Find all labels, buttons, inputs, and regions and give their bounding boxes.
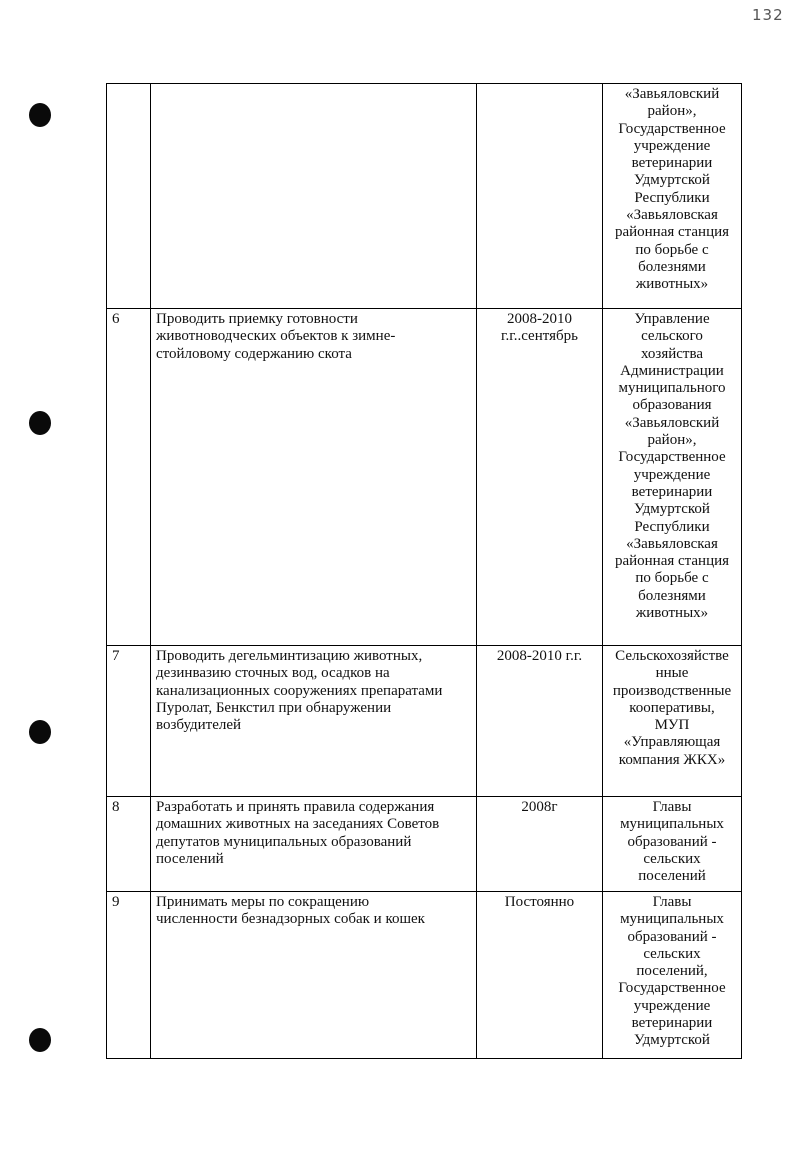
responsible-line: Государственное [618,980,726,997]
responsible-line: ветеринарии [631,1015,713,1032]
term-line: 2008-2010 [507,311,572,327]
action-line: Пуролат, Бенкстил при обнаружении [156,699,392,716]
responsible-line: кооперативы, [629,699,715,716]
punch-hole [29,1028,51,1052]
responsible-line: нные [655,665,689,682]
term-line: г.г..сентябрь [501,328,578,345]
responsible-line: образований - [627,833,717,850]
responsible-cell [603,309,742,646]
responsible-line: сельских [643,945,701,962]
responsible-cell [603,892,742,1059]
responsible-line: муниципальных [620,816,724,833]
action-line: стойловому содержанию скота [156,345,352,362]
responsible-line: Удмуртской [634,501,710,518]
term-line: 2008г [521,799,558,815]
action-line: канализационных сооружениях препаратами [156,682,443,699]
responsible-line: «Завьяловский [624,86,720,102]
page-number: 132 [752,6,784,24]
punch-hole [29,411,51,435]
action-cell [151,797,477,892]
table-row [107,646,742,797]
term-cell [477,892,603,1059]
responsible-line: образования [632,397,712,414]
responsible-line: районная станция [614,224,730,241]
responsible-line: Государственное [618,449,726,466]
responsible-line: Администрации [620,362,724,379]
responsible-line: хозяйства [640,345,704,362]
responsible-line: учреждение [633,466,711,483]
responsible-line: муниципального [618,380,726,397]
responsible-cell [603,646,742,797]
action-cell [151,309,477,646]
responsible-line: Главы [652,799,692,815]
responsible-line: сельских [643,850,701,867]
action-line: Разработать и принять правила содержания [156,799,435,815]
table-row [107,309,742,646]
responsible-line: «Управляющая [623,734,721,751]
responsible-line: Удмуртской [634,172,710,189]
action-line: животноводческих объектов к зимне- [156,328,396,345]
responsible-line: Главы [652,894,692,910]
responsible-line: «Завьяловская [626,535,718,552]
term-cell [477,646,603,797]
responsible-line: поселений [638,868,706,885]
responsible-line: Сельскохозяйстве [615,648,729,664]
row-number-cell [107,84,151,309]
responsible-line: компания ЖКХ» [618,751,726,768]
action-cell [151,892,477,1059]
responsible-line: районная станция [614,553,730,570]
table-row [107,892,742,1059]
term-cell [477,797,603,892]
measures-table [106,83,742,1059]
action-line: домашних животных на заседаниях Советов [156,816,440,833]
responsible-line: животных» [635,276,709,293]
responsible-line: МУП [654,717,690,734]
responsible-cell [603,797,742,892]
responsible-line: Управление [634,311,710,327]
responsible-line: болезнями [638,587,706,604]
action-line: численности безнадзорных собак и кошек [156,911,425,928]
responsible-line: муниципальных [620,911,724,928]
responsible-line: Республики [634,518,710,535]
responsible-line: Республики [634,189,710,206]
responsible-line: учреждение [633,997,711,1014]
responsible-line: район», [647,432,697,449]
responsible-line: болезнями [638,258,706,275]
row-number-cell: 8 [107,797,151,892]
responsible-line: сельского [641,328,703,345]
action-line: депутатов муниципальных образований [156,833,412,850]
responsible-line: животных» [635,605,709,622]
action-line: возбудителей [156,717,242,734]
responsible-line: «Завьяловская [626,207,718,224]
punch-hole [29,720,51,744]
row-number-cell: 9 [107,892,151,1059]
responsible-line: ветеринарии [631,483,713,500]
term-line: Постоянно [504,894,575,910]
action-line: Проводить дегельминтизацию животных, [156,648,423,664]
term-cell [477,84,603,309]
action-cell [151,84,477,309]
term-line: 2008-2010 г.г. [496,648,583,664]
table-row [107,797,742,892]
term-cell [477,309,603,646]
action-line: Проводить приемку готовности [156,311,358,327]
responsible-line: по борьбе с [635,570,709,587]
responsible-line: Государственное [618,120,726,137]
action-line: поселений [156,850,224,867]
responsible-line: образований - [627,928,717,945]
responsible-line: поселений, [636,963,708,980]
punch-hole [29,103,51,127]
action-line: Принимать меры по сокращению [156,894,370,910]
responsible-line: Удмуртской [634,1032,710,1049]
responsible-line: учреждение [633,137,711,154]
table-row [107,84,742,309]
responsible-line: район», [647,103,697,120]
responsible-cell [603,84,742,309]
responsible-line: ветеринарии [631,155,713,172]
responsible-line: производственные [612,682,732,699]
row-number-cell: 6 [107,309,151,646]
action-cell [151,646,477,797]
action-line: дезинвазию сточных вод, осадков на [156,665,390,682]
responsible-line: по борьбе с [635,241,709,258]
responsible-line: «Завьяловский [624,414,720,431]
row-number-cell: 7 [107,646,151,797]
